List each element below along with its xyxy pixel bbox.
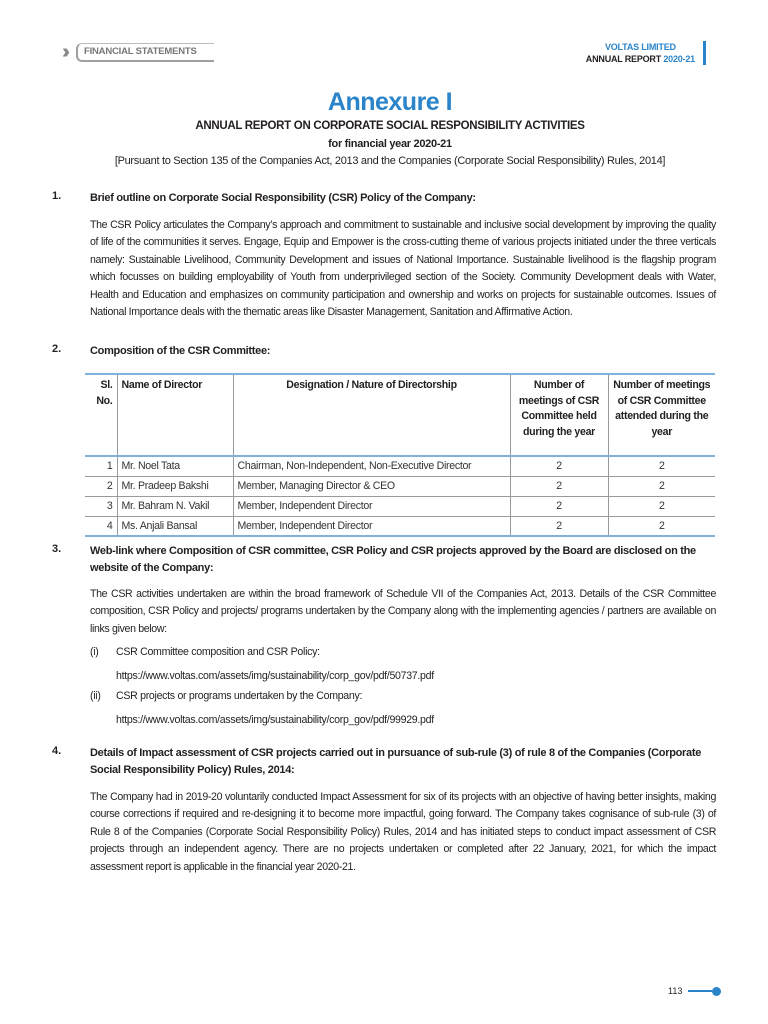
page-footer: [668, 986, 721, 996]
cell-designation: Member, Independent Director: [233, 496, 510, 516]
section-label: FINANCIAL STATEMENTS: [76, 43, 214, 62]
subtitle: ANNUAL REPORT ON CORPORATE SOCIAL RESPONSIBILITY ACTIVITIES: [195, 120, 585, 132]
cell-meetings-held: 2: [510, 516, 608, 536]
cell-sl-no: 1: [85, 456, 117, 476]
report-year: 2020-21: [663, 54, 695, 64]
list-item: [90, 644, 716, 661]
cell-meetings-attended: 2: [608, 516, 715, 536]
cell-meetings-attended: 2: [608, 496, 715, 516]
cell-designation: Member, Independent Director: [233, 516, 510, 536]
section-number: 4.: [52, 745, 62, 757]
table-row: [85, 516, 715, 536]
footer-dot-icon: [712, 987, 721, 996]
section-text: The CSR activities undertaken are within the broad framework of Schedule VII of the Companies Act, 2013. Details of the CSR Committee composition, CSR Policy and projects/ programs undertaken by the Company along with the implementing agencies / partners are available on links given below:: [90, 588, 716, 635]
report-header: [586, 41, 706, 65]
cell-meetings-held: 2: [510, 476, 608, 496]
double-chevron-icon: ›››: [62, 41, 64, 63]
csr-committee-table: [85, 373, 715, 537]
list-item: [90, 688, 716, 705]
cell-director-name: Mr. Noel Tata: [117, 456, 233, 476]
page-title: Annexure I: [327, 88, 453, 116]
table-row: [85, 476, 715, 496]
cell-meetings-attended: 2: [608, 476, 715, 496]
section-text: The Company had in 2019-20 voluntarily conducted Impact Assessment for six of its projects with an objective of having better insights, making course corrections if required and re-designing it to become more impactful, going forward. The Company takes cognisance of sub-rule (3) of Rule 8 of the Companies (Corporate Social Responsibility Policy) Rules, 2014 and has initiated steps to conduct impact assessment of CSR projects through an independent agency. There are no projects undertaken or completed after 22 January, 2021, for which the impact assessment report is applicable in the financial year 2020-21.: [90, 791, 716, 873]
item-label: CSR projects or programs undertaken by the Company:: [116, 690, 363, 703]
cell-designation: Chairman, Non-Independent, Non-Executive Director: [233, 456, 510, 476]
cell-director-name: Mr. Bahram N. Vakil: [117, 496, 233, 516]
section-4: [52, 745, 716, 876]
section-heading: Brief outline on Corporate Social Responsibility (CSR) Policy of the Company:: [90, 192, 476, 204]
page-number: 113: [668, 986, 683, 996]
section-number: 1.: [52, 190, 62, 202]
header-name: Name of Director: [117, 374, 233, 456]
cell-meetings-attended: 2: [608, 456, 715, 476]
item-number: (ii): [90, 690, 101, 703]
report-label: ANNUAL REPORT: [585, 54, 662, 64]
section-1: [52, 190, 716, 321]
section-number: 2.: [52, 343, 62, 355]
cell-sl-no: 3: [85, 496, 117, 516]
cell-meetings-held: 2: [510, 456, 608, 476]
footer-line: [688, 990, 712, 992]
header-designation: Designation / Nature of Directorship: [233, 374, 510, 456]
section-3: [52, 543, 716, 726]
financial-year: for financial year 2020-21: [328, 138, 452, 150]
header-meetings-attended: Number of meetings of CSR Committee attended during the year: [608, 374, 715, 456]
pursuant-note: [Pursuant to Section 135 of the Companies Act, 2013 and the Companies (Corporate Social Responsibility) Rules, 2014]: [114, 155, 666, 167]
header-meetings-held: Number of meetings of CSR Committee held during the year: [510, 374, 608, 456]
section-heading: Composition of the CSR Committee:: [90, 345, 271, 357]
projects-link[interactable]: https://www.voltas.com/assets/img/sustainability/corp_gov/pdf/99929.pdf: [116, 714, 434, 727]
cell-sl-no: 4: [85, 516, 117, 536]
header-sl-no: Sl. No.: [85, 374, 117, 456]
section-number: 3.: [52, 543, 62, 555]
section-heading: Web-link where Composition of CSR committee, CSR Policy and CSR projects approved by the Board are disclosed on the website of the Company:: [90, 545, 696, 574]
cell-sl-no: 2: [85, 476, 117, 496]
cell-designation: Member, Managing Director & CEO: [233, 476, 510, 496]
cell-meetings-held: 2: [510, 496, 608, 516]
policy-link[interactable]: https://www.voltas.com/assets/img/sustainability/corp_gov/pdf/50737.pdf: [116, 670, 434, 683]
section-text: The CSR Policy articulates the Company’s approach and commitment to sustainable and inclusive social development by improving the quality of life of the communities it serves. Engage, Equip and Empower is the cross-cutting theme of various projects initiated under the three verticals namely: Sustainable Livelihood, Community Development and issues of National Importance. Sustainable livelihood is the flagship program which focusses on building employability of Youth from underprivileged section of the Society. Community Development deals with Water, Health and Education and emphasizes on community participation and ownership and works on projects for sustainable outcomes. Issues of National Importance deals with the thematic areas like Disaster Management, Sanitation and Affirmative Action.: [90, 219, 716, 319]
section-header: [62, 42, 214, 62]
cell-director-name: Mr. Pradeep Bakshi: [117, 476, 233, 496]
company-name: VOLTAS LIMITED: [604, 42, 676, 52]
table-row: [85, 496, 715, 516]
section-2: [52, 343, 716, 360]
item-number: (i): [90, 646, 99, 659]
item-label: CSR Committee composition and CSR Policy:: [116, 646, 320, 659]
cell-director-name: Ms. Anjali Bansal: [117, 516, 233, 536]
table-row: [85, 456, 715, 476]
section-heading: Details of Impact assessment of CSR projects carried out in pursuance of sub-rule (3) of rule 8 of the Companies (Corporate Social Responsibility Policy) Rules, 2014:: [90, 747, 702, 776]
